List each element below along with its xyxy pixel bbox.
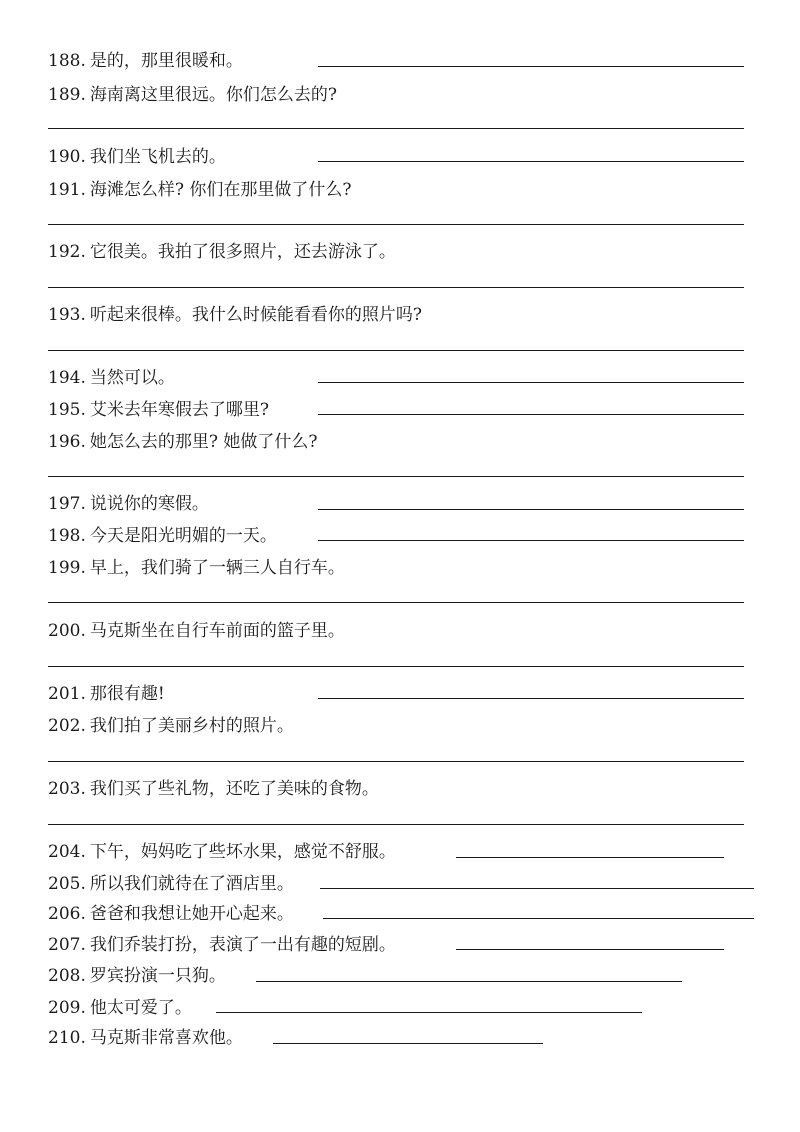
question-200 (48, 620, 345, 642)
question-text: 海南离这里很远。你们怎么去的? (89, 85, 337, 105)
question-192 (48, 241, 396, 263)
question-text: 它很美。我拍了很多照片，还去游泳了。 (89, 242, 396, 262)
question-text: 马克斯坐在自行车前面的篮子里。 (89, 621, 345, 641)
question-text: 是的，那里很暖和。 (89, 51, 243, 71)
answer-line-190[interactable] (318, 161, 744, 162)
question-number: 201. (48, 684, 86, 704)
answer-line-207[interactable] (456, 949, 724, 950)
question-number: 206. (48, 904, 86, 924)
answer-line-208[interactable] (256, 981, 682, 982)
question-number: 193. (48, 305, 86, 325)
question-text: 我们买了些礼物，还吃了美味的食物。 (89, 779, 379, 799)
answer-line-189[interactable] (48, 128, 744, 129)
question-text: 我们拍了美丽乡村的照片。 (89, 716, 294, 736)
question-number: 202. (48, 716, 86, 736)
question-193 (48, 304, 422, 326)
question-198 (48, 525, 277, 547)
question-number: 208. (48, 966, 86, 986)
question-text: 今天是阳光明媚的一天。 (89, 526, 277, 546)
answer-line-193[interactable] (48, 350, 744, 351)
question-number: 200. (48, 621, 86, 641)
question-number: 191. (48, 180, 86, 200)
question-number: 205. (48, 874, 86, 894)
answer-line-199[interactable] (48, 602, 744, 603)
question-206 (48, 903, 294, 925)
question-202 (48, 715, 294, 737)
question-210 (48, 1027, 243, 1049)
question-text: 她怎么去的那里? 她做了什么? (89, 432, 318, 452)
question-number: 210. (48, 1028, 86, 1048)
question-number: 203. (48, 779, 86, 799)
question-text: 他太可爱了。 (89, 998, 192, 1018)
answer-line-197[interactable] (318, 509, 744, 510)
answer-line-195[interactable] (318, 414, 744, 415)
question-number: 190. (48, 147, 86, 167)
question-199 (48, 557, 345, 579)
question-text: 艾米去年寒假去了哪里? (89, 400, 269, 420)
question-194 (48, 367, 175, 389)
question-number: 188. (48, 51, 86, 71)
question-number: 197. (48, 494, 86, 514)
question-text: 马克斯非常喜欢他。 (89, 1028, 243, 1048)
answer-line-198[interactable] (318, 540, 744, 541)
answer-line-204[interactable] (456, 857, 724, 858)
question-text: 那很有趣! (89, 684, 165, 704)
question-text: 海滩怎么样? 你们在那里做了什么? (89, 180, 352, 200)
question-number: 204. (48, 842, 86, 862)
question-number: 195. (48, 400, 86, 420)
question-190 (48, 146, 226, 168)
question-196 (48, 431, 318, 453)
question-203 (48, 778, 379, 800)
answer-line-200[interactable] (48, 666, 744, 667)
question-207 (48, 934, 396, 956)
question-201 (48, 683, 165, 705)
question-208 (48, 965, 226, 987)
question-text: 爸爸和我想让她开心起来。 (89, 904, 294, 924)
question-text: 说说你的寒假。 (89, 494, 209, 514)
question-number: 194. (48, 368, 86, 388)
question-text: 我们坐飞机去的。 (89, 147, 226, 167)
question-text: 下午，妈妈吃了些坏水果，感觉不舒服。 (89, 842, 396, 862)
question-text: 我们乔装打扮，表演了一出有趣的短剧。 (89, 935, 396, 955)
question-209 (48, 997, 192, 1019)
answer-line-191[interactable] (48, 224, 744, 225)
question-number: 209. (48, 998, 86, 1018)
question-text: 所以我们就待在了酒店里。 (89, 874, 294, 894)
question-text: 听起来很棒。我什么时候能看看你的照片吗? (89, 305, 422, 325)
question-number: 199. (48, 558, 86, 578)
answer-line-188[interactable] (318, 66, 744, 67)
question-number: 192. (48, 242, 86, 262)
answer-line-194[interactable] (318, 382, 744, 383)
question-195 (48, 399, 269, 421)
question-number: 189. (48, 85, 86, 105)
question-text: 早上，我们骑了一辆三人自行车。 (89, 558, 345, 578)
question-189 (48, 84, 337, 106)
question-197 (48, 493, 209, 515)
answer-line-196[interactable] (48, 476, 744, 477)
answer-line-202[interactable] (48, 761, 744, 762)
question-number: 196. (48, 432, 86, 452)
question-number: 198. (48, 526, 86, 546)
answer-line-205[interactable] (320, 888, 754, 889)
question-205 (48, 873, 294, 895)
answer-line-203[interactable] (48, 824, 744, 825)
question-191 (48, 179, 352, 201)
question-188 (48, 50, 243, 72)
question-204 (48, 841, 396, 863)
question-text: 当然可以。 (89, 368, 175, 388)
answer-line-209[interactable] (216, 1012, 642, 1013)
question-text: 罗宾扮演一只狗。 (89, 966, 226, 986)
answer-line-192[interactable] (48, 287, 744, 288)
answer-line-210[interactable] (273, 1043, 543, 1044)
answer-line-201[interactable] (318, 698, 744, 699)
question-number: 207. (48, 935, 86, 955)
answer-line-206[interactable] (323, 918, 754, 919)
